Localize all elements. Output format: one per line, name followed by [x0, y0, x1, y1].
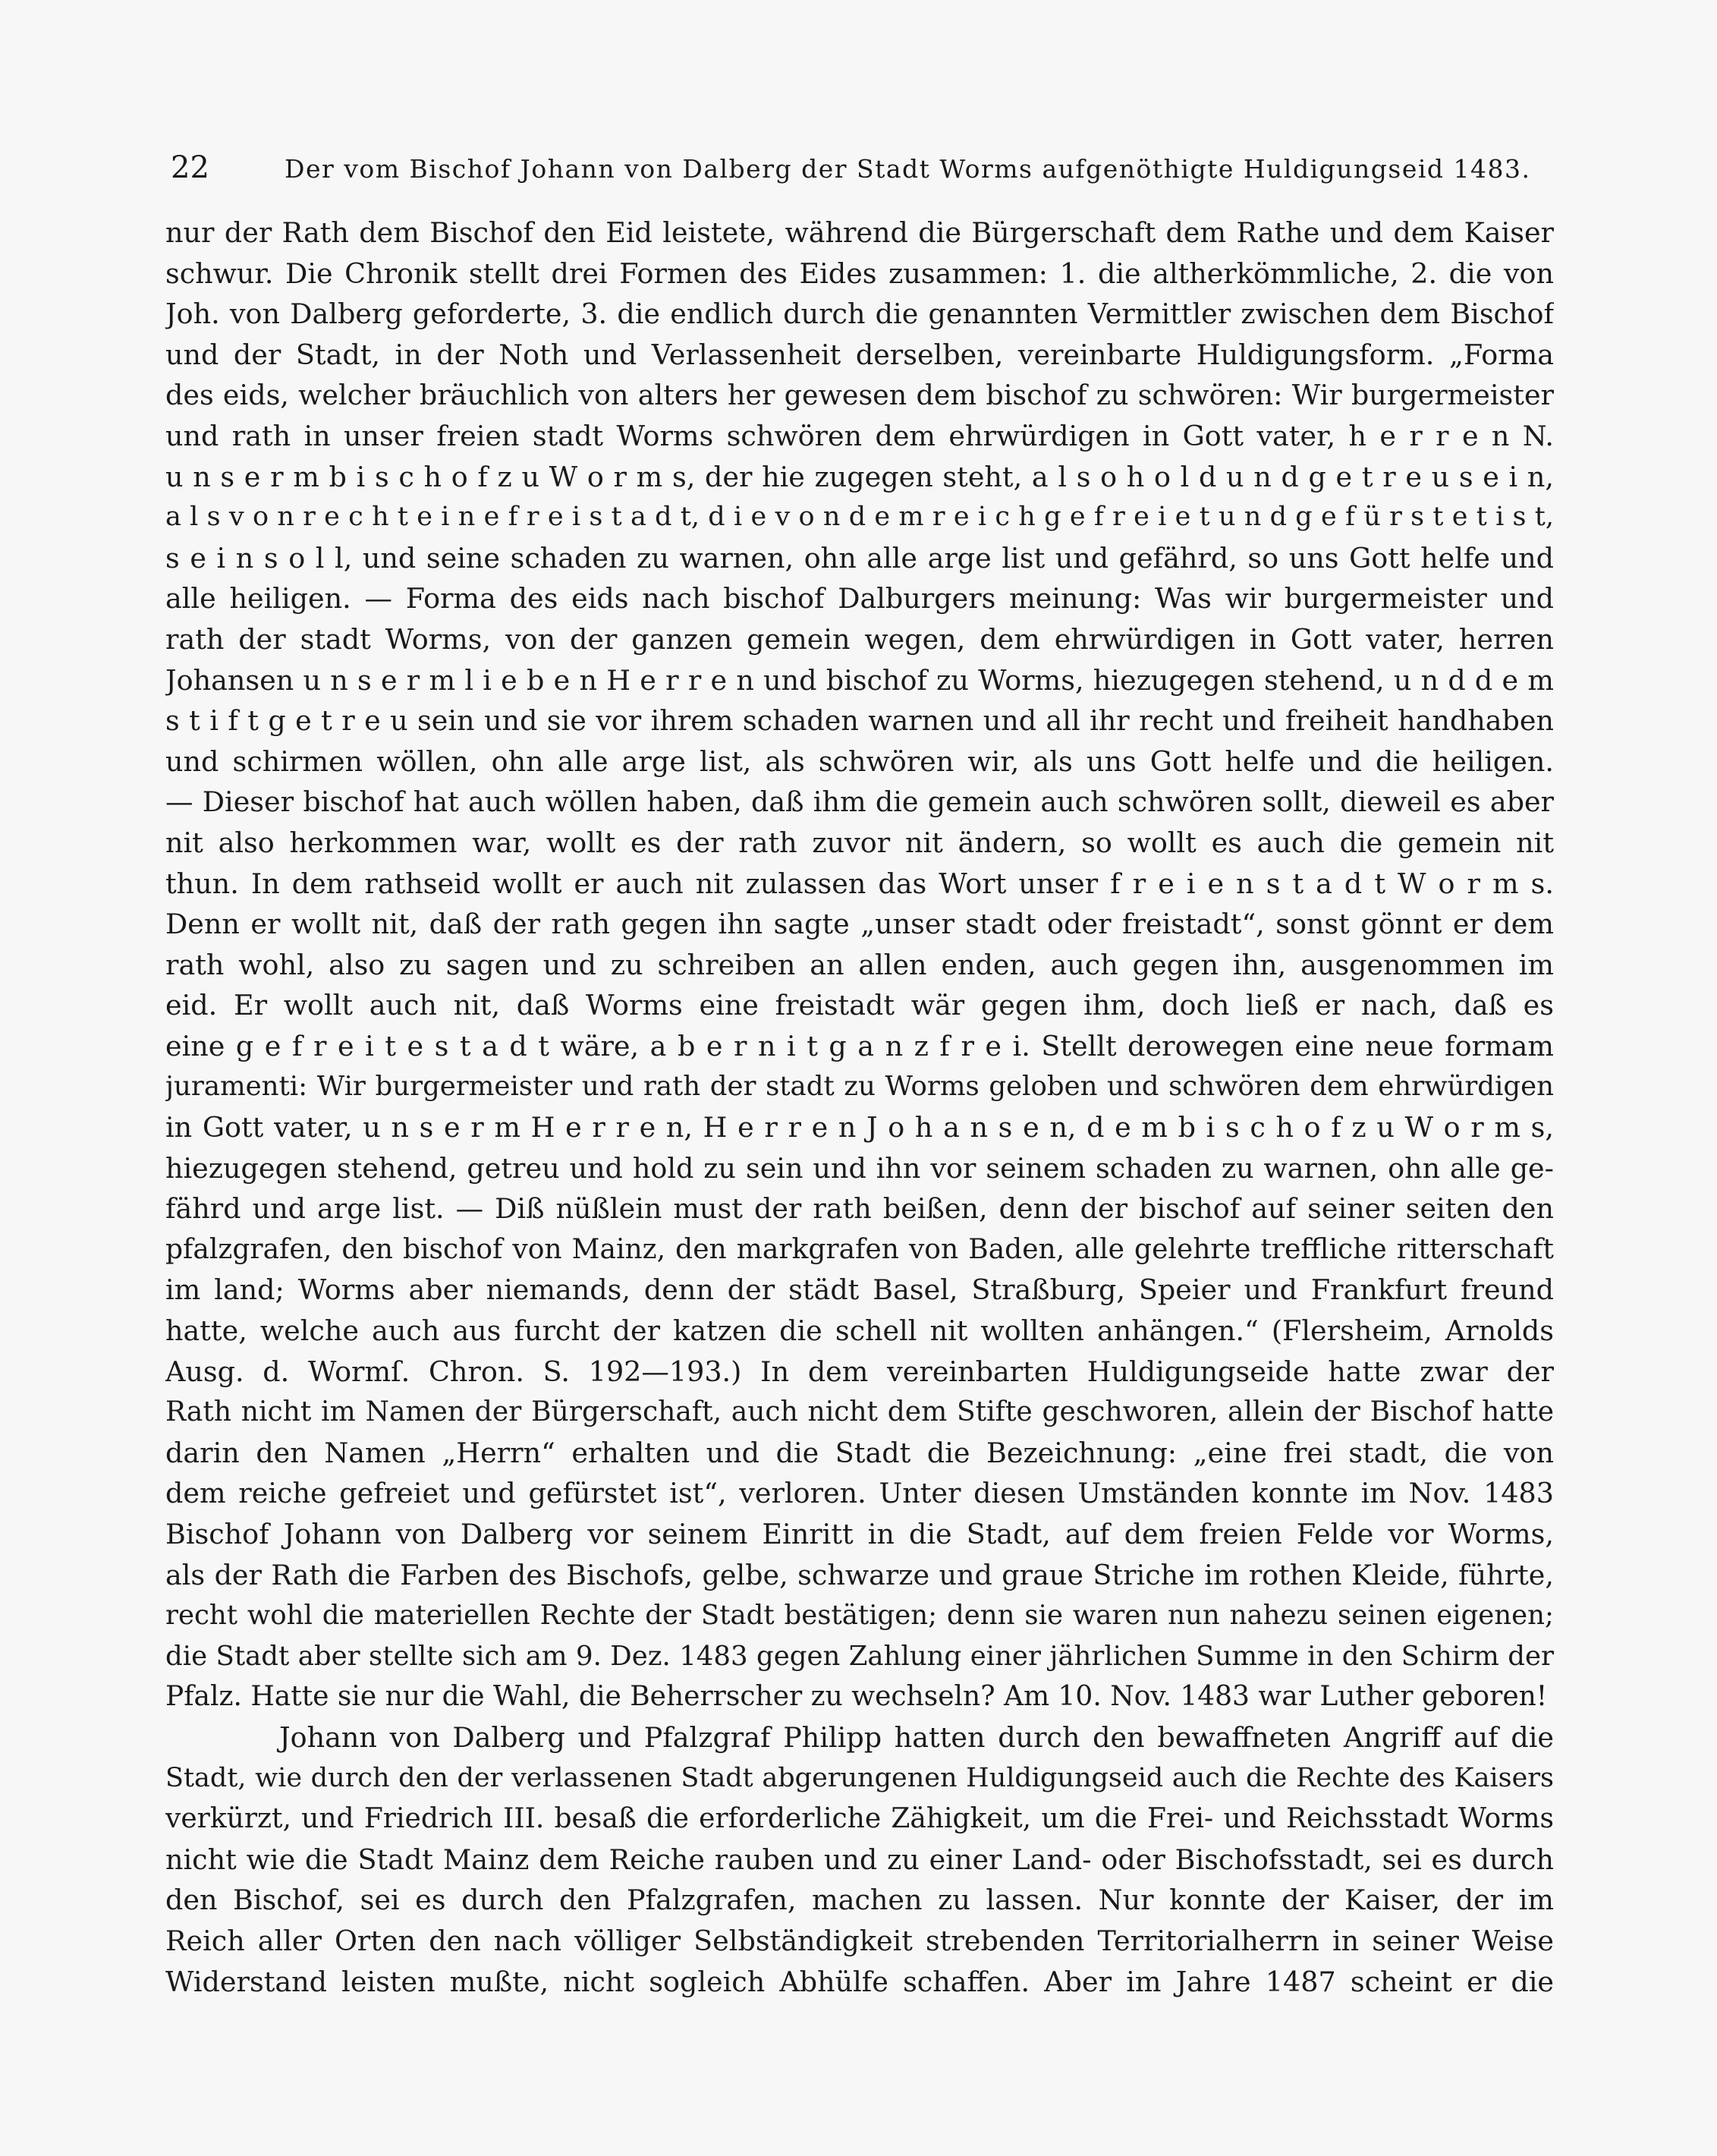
text-line: Stadt, wie durch den der verlassenen Stadt abgerungenen Huldigungseid auch die Rechte des Kaisers [165, 1762, 1554, 1793]
text-line: Reich aller Orten den nach völliger Selbständigkeit strebenden Territorialherrn in seiner Weise [165, 1924, 1554, 1957]
text-line: Ausg. d. Wormſ. Chron. S. 192—193.) In dem vereinbarten Huldigungseide hatte zwar der [165, 1355, 1554, 1388]
text-line: a l s v o n r e c h t e i n e f r e i s t a d t, d i e v o n d e m r e i c h g e f r e i e t u n d g e f ü r s t e t i s t, [165, 502, 1554, 533]
text-line: verkürzt, und Friedrich III. besaß die erforderliche Zähigkeit, um die Frei- und Reichsstadt Worms [165, 1803, 1554, 1835]
text-line: Bischof Johann von Dalberg vor seinem Einritt in die Stadt, auf dem freien Felde vor Worms, [165, 1518, 1554, 1550]
text-line: pfalzgrafen, den bischof von Mainz, den markgrafen von Baden, alle gelehrte treffliche ritterschaft [165, 1233, 1554, 1265]
text-line: dem reiche gefreiet und gefürstet ist“, verloren. Unter diesen Umständen konnte im Nov. 1483 [165, 1477, 1554, 1510]
text-line: den Bischof, sei es durch den Pfalzgrafen, machen zu lassen. Nur konnte der Kaiser, der im [165, 1884, 1554, 1917]
text-line: nur der Rath dem Bischof den Eid leistete, während die Bürgerschaft dem Rathe und dem Kaiser [165, 216, 1554, 249]
text-line: des eids, welcher bräuchlich von alters her gewesen dem bischof zu schwören: Wir burgermeister [165, 379, 1554, 412]
text-line: fährd und arge list. — Diß nüßlein must der rath beißen, denn der bischof auf seiner seiten den [165, 1192, 1554, 1226]
text-line: Joh. von Dalberg geforderte, 3. die endlich durch die genannten Vermittler zwischen dem Bischof [165, 297, 1554, 331]
text-line: Johann von Dalberg und Pfalzgraf Philipp hatten durch den bewaffneten Angriff auf die [279, 1720, 1554, 1754]
running-title: Der vom Bischof Johann von Dalberg der Stadt Worms aufgenöthigte Huldigungseid 1483. [285, 154, 1531, 184]
text-line: hatte, welche auch aus furcht der katzen die schell nit wollten anhängen.“ (Flersheim, Arnolds [165, 1314, 1554, 1348]
text-line: alle heiligen. — Forma des eids nach bischof Dalburgers meinung: Was wir burgermeister und [165, 582, 1554, 615]
text-line: hiezugegen stehend, getreu und hold zu sein und ihn vor seinem schaden zu warnen, ohn alle ge- [165, 1151, 1554, 1185]
text-line: rath der stadt Worms, von der ganzen gemein wegen, dem ehrwürdigen in Gott vater, herren [165, 622, 1554, 656]
text-line: eid. Er wollt auch nit, daß Worms eine freistadt wär gegen ihm, doch ließ er nach, daß es [165, 989, 1554, 1022]
text-line: im land; Worms aber niemands, denn der städt Basel, Straßburg, Speier und Frankfurt freund [165, 1273, 1554, 1307]
text-line: in Gott vater, u n s e r m H e r r e n, H e r r e n J o h a n s e n, d e m b i s c h o f z u W o r m s, [165, 1111, 1554, 1144]
text-line: und rath in unser freien stadt Worms schwören dem ehrwürdigen in Gott vater, h e r r e n N. [165, 419, 1554, 452]
text-line: thun. In dem rathseid wollt er auch nit zulassen das Wort unser f r e i e n s t a d t W o r m s. [165, 867, 1554, 900]
text-line: und schirmen wöllen, ohn alle arge list, als schwören wir, als uns Gott helfe und die heiligen. [165, 744, 1554, 778]
text-line: recht wohl die materiellen Rechte der Stadt bestätigen; denn sie waren nun nahezu seinen eigenen; [165, 1600, 1554, 1632]
text-line: Pfalz. Hatte sie nur die Wahl, die Beherrscher zu wechseln? Am 10. Nov. 1483 war Luther geboren! [165, 1681, 1548, 1713]
text-line: und der Stadt, in der Noth und Verlassenheit derselben, vereinbarte Huldigungsform. „Forma [165, 338, 1554, 371]
text-line: Denn er wollt nit, daß der rath gegen ihn sagte „unser stadt oder freistadt“, sonst gönnt er dem [165, 908, 1554, 941]
text-line: nit also herkommen war, wollt es der rath zuvor nit ändern, so wollt es auch die gemein nit [165, 826, 1554, 859]
text-line: Rath nicht im Namen der Bürgerschaft, auch nicht dem Stifte geschworen, allein der Bischof hatte [165, 1396, 1554, 1428]
text-line: nicht wie die Stadt Mainz dem Reiche rauben und zu einer Land- oder Bischofsstadt, sei es durch [165, 1843, 1554, 1876]
text-line: juramenti: Wir burgermeister und rath der stadt zu Worms geloben und schwören dem ehrwürdigen [165, 1071, 1554, 1103]
text-line: eine g e f r e i t e s t a d t wäre, a b e r n i t g a n z f r e i. Stellt derowegen eine neue formam [165, 1029, 1554, 1062]
text-line: darin den Namen „Herrn“ erhalten und die Stadt die Bezeichnung: „eine frei stadt, die von [165, 1436, 1554, 1469]
page-number: 22 [171, 150, 209, 185]
text-line: Widerstand leisten mußte, nicht sogleich Abhülfe schaffen. Aber im Jahre 1487 scheint er die [165, 1965, 1554, 1998]
text-line: u n s e r m b i s c h o f z u W o r m s, der hie zugegen steht, a l s o h o l d u n d g e t r e u s e i n, [165, 460, 1554, 493]
text-line: — Dieser bischof hat auch wöllen haben, daß ihm die gemein auch schwören sollt, dieweil es aber [165, 785, 1554, 819]
page-header [171, 150, 1559, 196]
text-line: als der Rath die Farben des Bischofs, gelbe, schwarze und graue Striche im rothen Kleide, führte, [165, 1558, 1554, 1591]
text-line: die Stadt aber stellte sich am 9. Dez. 1483 gegen Zahlung einer jährlichen Summe in den Schirm der [165, 1640, 1554, 1672]
body-text [165, 212, 1554, 2002]
text-line: schwur. Die Chronik stellt drei Formen des Eides zusammen: 1. die altherkömmliche, 2. die von [165, 257, 1554, 290]
text-line: s e i n s o l l, und seine schaden zu warnen, ohn alle arge list und gefährd, so uns Gott helfe und [165, 541, 1554, 574]
text-line: s t i f t g e t r e u sein und sie vor ihrem schaden warnen und all ihr recht und freiheit handhaben [165, 704, 1554, 738]
text-line: rath wohl, also zu sagen und zu schreiben an allen enden, auch gegen ihn, ausgenommen im [165, 948, 1554, 981]
text-line: Johansen u n s e r m l i e b e n H e r r e n und bischof zu Worms, hiezugegen stehend, u n d d e m [165, 663, 1554, 697]
